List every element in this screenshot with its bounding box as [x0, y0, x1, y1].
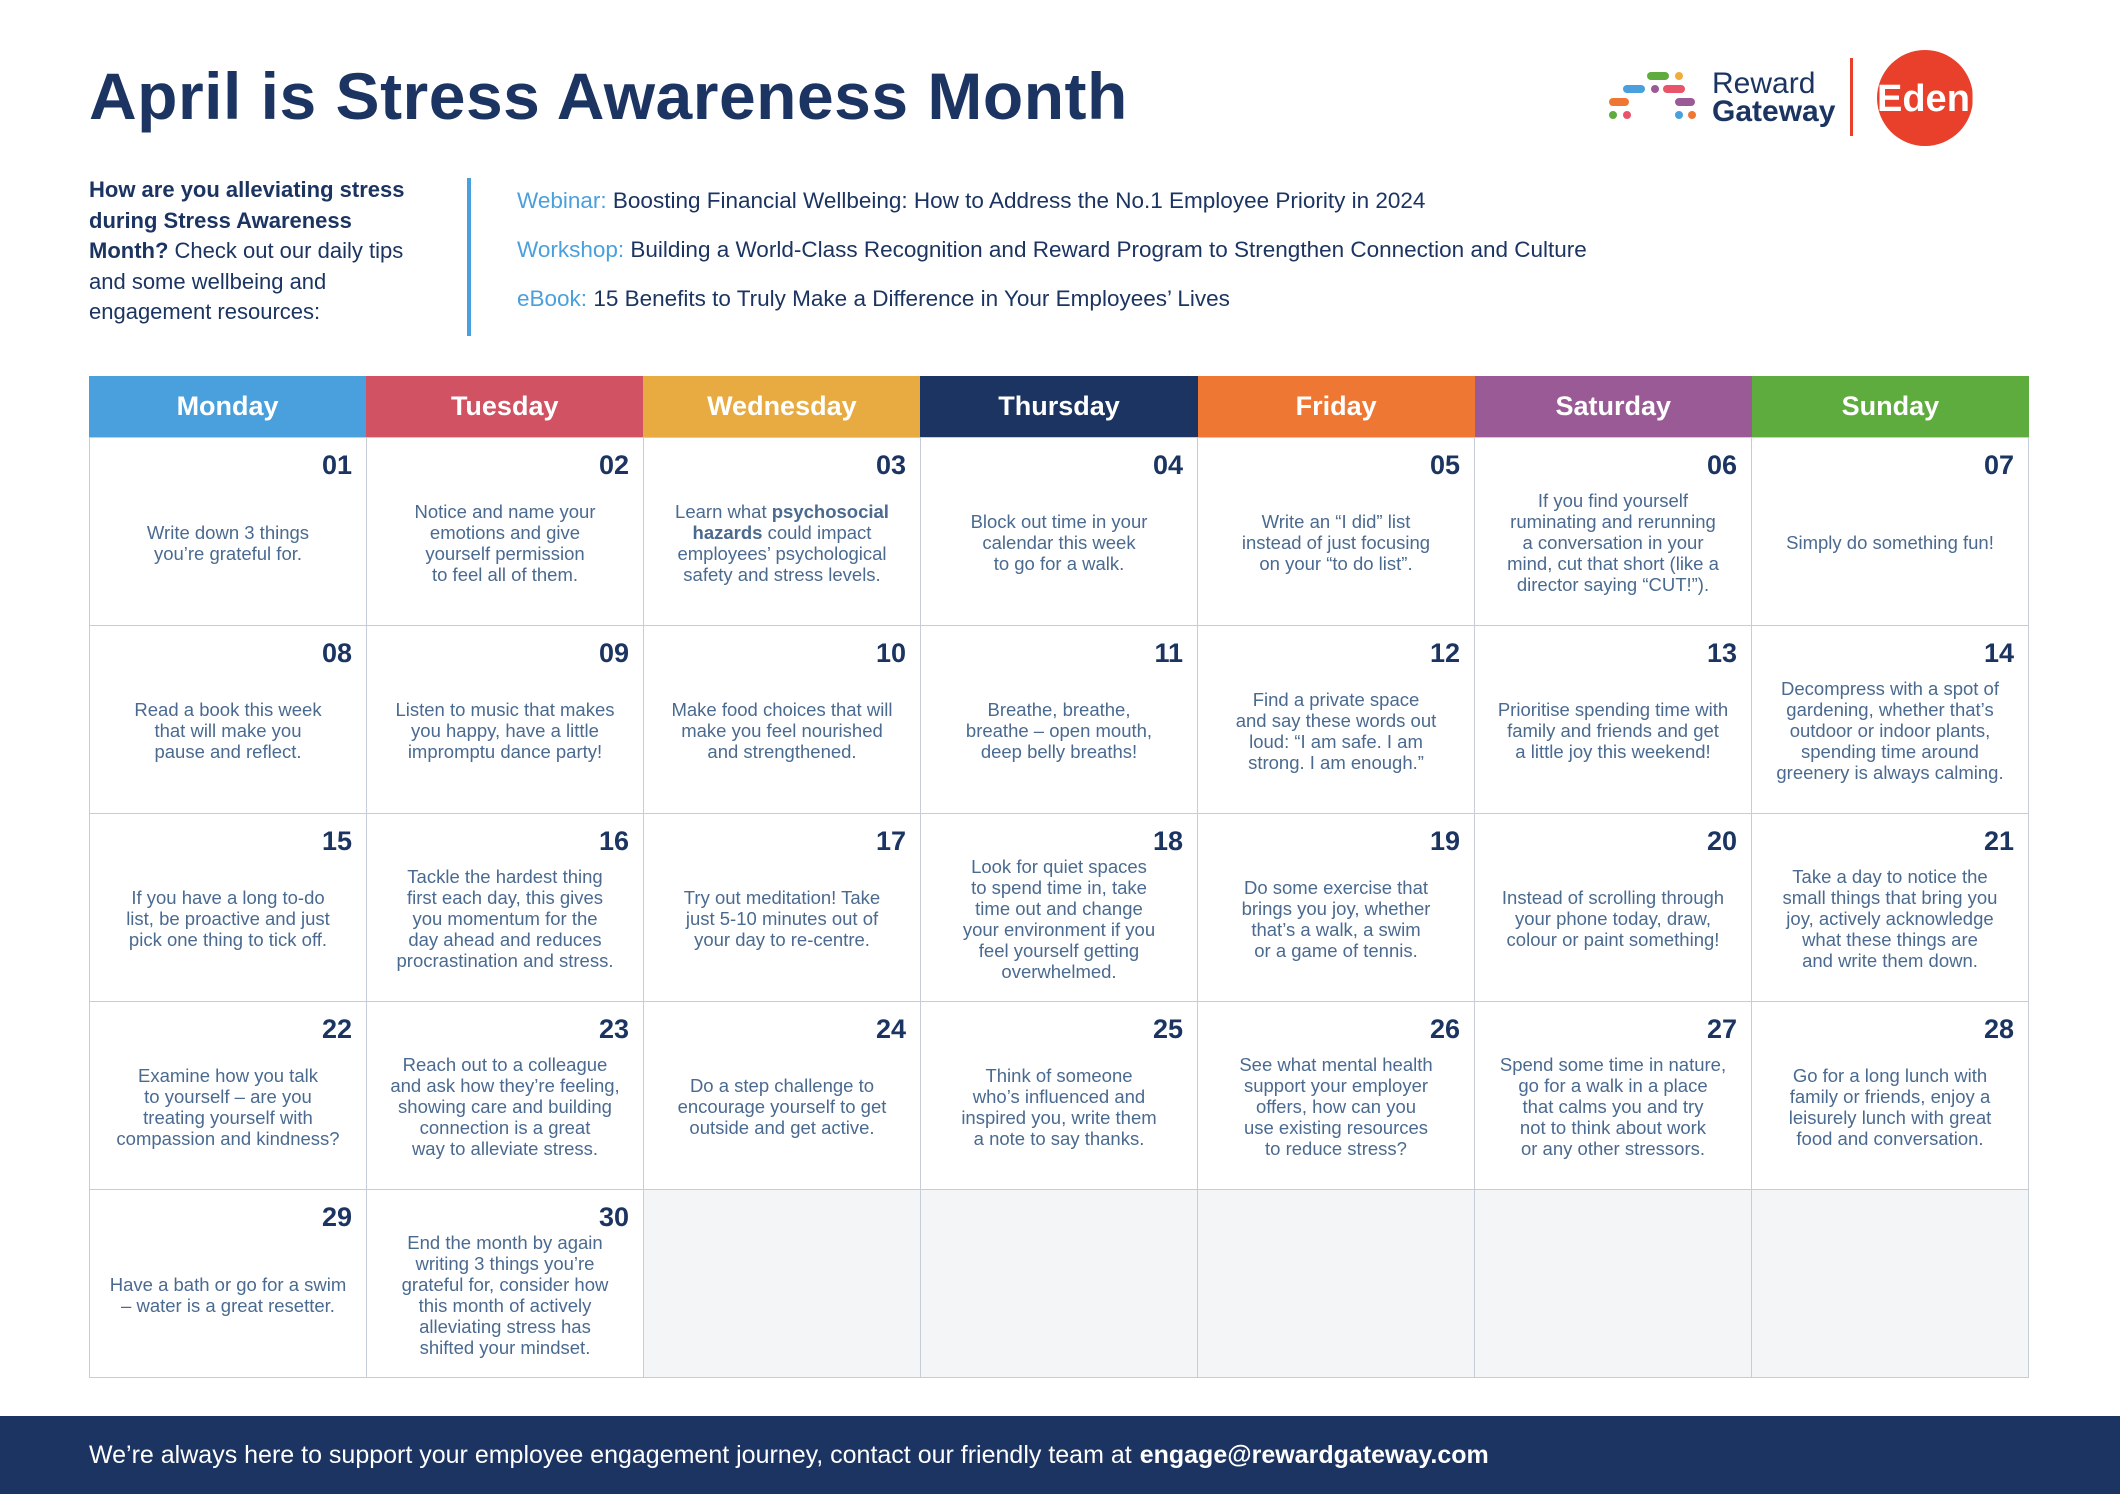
- intro-text: [89, 175, 429, 328]
- daily-tip: Look for quiet spaces to spend time in, take time out and change your environment if you feel yourself getting overwhelmed.: [962, 855, 1156, 982]
- daily-tip: Block out time in your calendar this week to go for a walk.: [970, 511, 1148, 574]
- day-number: 30: [598, 1202, 629, 1232]
- day-cell: [90, 1190, 367, 1378]
- daily-tip: Write down 3 things you’re grateful for.: [146, 521, 310, 564]
- daily-tip: Do a step challenge to encourage yourself to get outside and get active.: [677, 1075, 887, 1138]
- day-number: 22: [321, 1014, 352, 1044]
- daily-tip: Notice and name your emotions and give yourself permission to feel all of them.: [414, 500, 596, 585]
- daily-tip: End the month by again writing 3 things you’re grateful for, consider how this month of actively alleviating stress has shifted your mindset.: [401, 1231, 609, 1358]
- resource-title[interactable]: Building a World-Class Recognition and Reward Program to Strengthen Connection and Culture: [630, 237, 1587, 262]
- resource-title[interactable]: Boosting Financial Wellbeing: How to Address the No.1 Employee Priority in 2024: [612, 188, 1426, 213]
- day-cell: [1475, 438, 1752, 626]
- daily-tip: Write an “I did” list instead of just focusing on your “to do list”.: [1241, 511, 1431, 574]
- daily-tip: Breathe, breathe, breathe – open mouth, deep belly breaths!: [965, 699, 1153, 762]
- day-cell: [367, 438, 644, 626]
- day-cell: [367, 626, 644, 814]
- calendar-grid: [89, 437, 2029, 1378]
- page-title: April is Stress Awareness Month: [89, 59, 1128, 133]
- day-cell: [367, 814, 644, 1002]
- day-cell: [1198, 814, 1475, 1002]
- day-number: 21: [1983, 826, 2014, 856]
- day-number: 13: [1706, 638, 1737, 668]
- day-number: 29: [321, 1202, 352, 1232]
- empty-cell: [1475, 1190, 1752, 1378]
- daily-tip: Tackle the hardest thing first each day, this gives you momentum for the day ahead and reduces procrastination and stress.: [396, 866, 614, 971]
- day-number: 02: [598, 450, 629, 480]
- day-number: 17: [875, 826, 906, 856]
- resource-kind: eBook:: [517, 286, 588, 311]
- day-number: 18: [1152, 826, 1183, 856]
- daily-tip: If you have a long to-do list, be proactive and just pick one thing to tick off.: [126, 887, 330, 950]
- svg-text:Edenred: Edenred: [1877, 78, 2030, 120]
- daily-tip: Simply do something fun!: [1786, 532, 1994, 553]
- intro-divider: [467, 178, 471, 336]
- day-number: 24: [875, 1014, 906, 1044]
- day-number: 19: [1429, 826, 1460, 856]
- footer: [0, 1416, 2120, 1494]
- daily-tip: Prioritise spending time with family and friends and get a little joy this weekend!: [1497, 699, 1729, 762]
- daily-tip: Make food choices that will make you feel nourished and strengthened.: [671, 699, 893, 762]
- daily-tip: Find a private space and say these words out loud: “I am safe. I am strong. I am enough.”: [1235, 688, 1437, 773]
- daily-tip: Decompress with a spot of gardening, whether that’s outdoor or indoor plants, spending time around greenery is always calming.: [1776, 678, 2004, 783]
- svg-text:Gateway: Gateway: [1712, 95, 1836, 128]
- day-number: 11: [1154, 638, 1183, 668]
- weekday-thursday: Thursday: [920, 376, 1197, 437]
- day-number: 10: [875, 638, 906, 668]
- daily-tip: Examine how you talk to yourself – are you treating yourself with compassion and kindness?: [116, 1064, 340, 1149]
- resource-title[interactable]: 15 Benefits to Truly Make a Difference in Your Employees’ Lives: [593, 286, 1230, 311]
- day-number: 04: [1152, 450, 1183, 480]
- resource-link-workshop[interactable]: [517, 237, 1587, 263]
- daily-tip: If you find yourself ruminating and rerunning a conversation in your mind, cut that short (like a director saying “CUT!”).: [1507, 490, 1719, 595]
- day-cell: [1752, 438, 2029, 626]
- reward-gateway-mark-icon: [1609, 72, 1696, 119]
- day-number: 03: [875, 450, 906, 480]
- intro-rest: Check out our daily tips and some wellbeing and engagement resources:: [89, 238, 404, 324]
- empty-cell: [644, 1190, 921, 1378]
- weekday-saturday: Saturday: [1475, 376, 1752, 437]
- daily-tip: Reach out to a colleague and ask how they’re feeling, showing care and building connection is a great way to alleviate stress.: [390, 1054, 620, 1159]
- day-cell: [1752, 1002, 2029, 1190]
- day-number: 05: [1429, 450, 1460, 480]
- resource-kind: Workshop:: [517, 237, 625, 262]
- day-cell: [1475, 1002, 1752, 1190]
- weekday-sunday: Sunday: [1752, 376, 2029, 437]
- svg-text:Reward: Reward: [1712, 67, 1816, 100]
- day-cell: [367, 1190, 644, 1378]
- contact-email-link[interactable]: engage@rewardgateway.com: [1139, 1440, 1489, 1469]
- daily-tip: See what mental health support your employer offers, how can you use existing resources to reduce stress?: [1239, 1054, 1433, 1159]
- day-number: 01: [321, 450, 352, 480]
- daily-tip: Read a book this week that will make you pause and reflect.: [134, 699, 322, 762]
- day-number: 20: [1706, 826, 1737, 856]
- resource-kind: Webinar:: [517, 188, 607, 213]
- day-cell: [1198, 626, 1475, 814]
- daily-tip: Go for a long lunch with family or friends, enjoy a leisurely lunch with great food and conversation.: [1788, 1064, 1992, 1149]
- day-cell: [644, 438, 921, 626]
- day-number: 27: [1706, 1014, 1737, 1044]
- intro-question: How are you alleviating stress during Stress Awareness Month?: [89, 177, 405, 263]
- day-cell: [90, 814, 367, 1002]
- empty-cell: [921, 1190, 1198, 1378]
- daily-tip: Listen to music that makes you happy, have a little impromptu dance party!: [395, 699, 615, 762]
- reward-gateway-edenred-logo: [1595, 48, 2035, 158]
- day-cell: [921, 438, 1198, 626]
- day-cell: [921, 1002, 1198, 1190]
- day-number: 15: [321, 826, 352, 856]
- day-cell: [1475, 814, 1752, 1002]
- day-cell: [1752, 626, 2029, 814]
- empty-cell: [1752, 1190, 2029, 1378]
- day-cell: [644, 1002, 921, 1190]
- day-cell: [1752, 814, 2029, 1002]
- daily-tip: Learn what psychosocial hazards could impact employees’ psychological safety and stress levels.: [675, 500, 889, 585]
- day-cell: [921, 626, 1198, 814]
- day-number: 16: [598, 826, 629, 856]
- empty-cell: [1198, 1190, 1475, 1378]
- day-number: 26: [1429, 1014, 1460, 1044]
- daily-tip: Take a day to notice the small things that bring you joy, actively acknowledge what these things are and write them down.: [1782, 866, 1998, 971]
- resource-link-webinar[interactable]: [517, 188, 1425, 214]
- day-number: 12: [1429, 638, 1460, 668]
- day-cell: [644, 814, 921, 1002]
- day-number: 07: [1983, 450, 2014, 480]
- daily-tip: Think of someone who’s influenced and inspired you, write them a note to say thanks.: [961, 1064, 1157, 1149]
- day-number: 08: [321, 638, 352, 668]
- daily-tip: Do some exercise that brings you joy, whether that’s a walk, a swim or a game of tennis.: [1241, 876, 1431, 961]
- weekday-monday: Monday: [89, 376, 366, 437]
- day-number: 25: [1152, 1014, 1183, 1044]
- day-number: 28: [1983, 1014, 2014, 1044]
- day-number: 06: [1706, 450, 1737, 480]
- daily-tip: Instead of scrolling through your phone today, draw, colour or paint something!: [1501, 887, 1725, 950]
- day-number: 09: [598, 638, 629, 668]
- daily-tip: Spend some time in nature, go for a walk in a place that calms you and try not to think about work or any other stressors.: [1499, 1054, 1727, 1159]
- day-number: 23: [598, 1014, 629, 1044]
- footer-text: We’re always here to support your employee engagement journey, contact our friendly team at: [89, 1440, 1132, 1469]
- day-cell: [90, 1002, 367, 1190]
- weekday-tuesday: Tuesday: [366, 376, 643, 437]
- day-cell: [1198, 438, 1475, 626]
- daily-tip: Try out meditation! Take just 5-10 minutes out of your day to re-centre.: [683, 887, 881, 950]
- weekday-header: [89, 376, 2029, 437]
- day-cell: [1475, 626, 1752, 814]
- resource-link-ebook[interactable]: [517, 286, 1230, 312]
- weekday-friday: Friday: [1198, 376, 1475, 437]
- day-cell: [367, 1002, 644, 1190]
- day-cell: [1198, 1002, 1475, 1190]
- weekday-wednesday: Wednesday: [643, 376, 920, 437]
- day-cell: [90, 438, 367, 626]
- day-cell: [90, 626, 367, 814]
- day-cell: [921, 814, 1198, 1002]
- daily-tip: Have a bath or go for a swim – water is a great resetter.: [109, 1273, 347, 1316]
- day-cell: [644, 626, 921, 814]
- calendar: [89, 376, 2029, 1378]
- day-number: 14: [1983, 638, 2014, 668]
